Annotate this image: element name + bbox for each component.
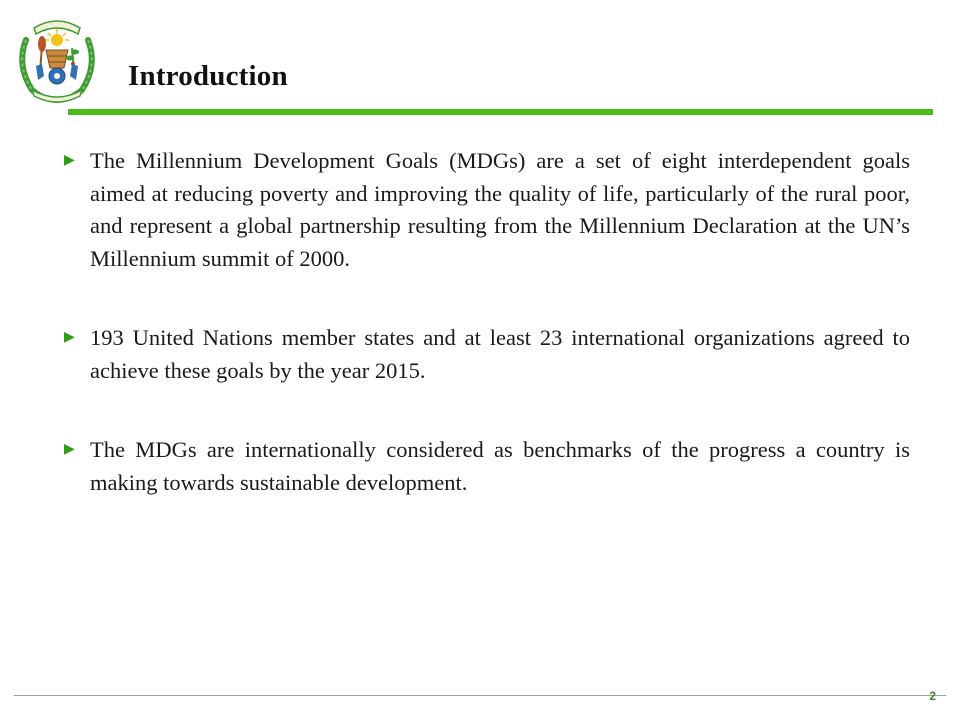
bullet-item xyxy=(64,322,910,387)
bullet-item xyxy=(64,434,910,499)
page-number: 2 xyxy=(929,689,936,703)
bullet-text: 193 United Nations member states and at least 23 international organizations agreed to achieve these goals by the year 2015. xyxy=(90,325,910,383)
footer-divider xyxy=(14,695,946,696)
triangle-right-icon: ▶ xyxy=(64,330,75,345)
title-underline xyxy=(68,109,933,115)
triangle-right-icon: ▶ xyxy=(64,153,75,168)
coat-of-arms-icon xyxy=(12,10,102,105)
slide-title: Introduction xyxy=(128,60,288,92)
bullet-list xyxy=(64,145,910,546)
bullet-text: The Millennium Development Goals (MDGs) are a set of eight interdependent goals aimed at reducing poverty and improving the quality of life, particularly of the rural poor, and represent a global partnership resulting from the Millennium Declaration at the UN’s Millennium summit of 2000. xyxy=(90,148,910,271)
bullet-item xyxy=(64,145,910,275)
bullet-text: The MDGs are internationally considered as benchmarks of the progress a country is making towards sustainable development. xyxy=(90,437,910,495)
triangle-right-icon: ▶ xyxy=(64,442,75,457)
